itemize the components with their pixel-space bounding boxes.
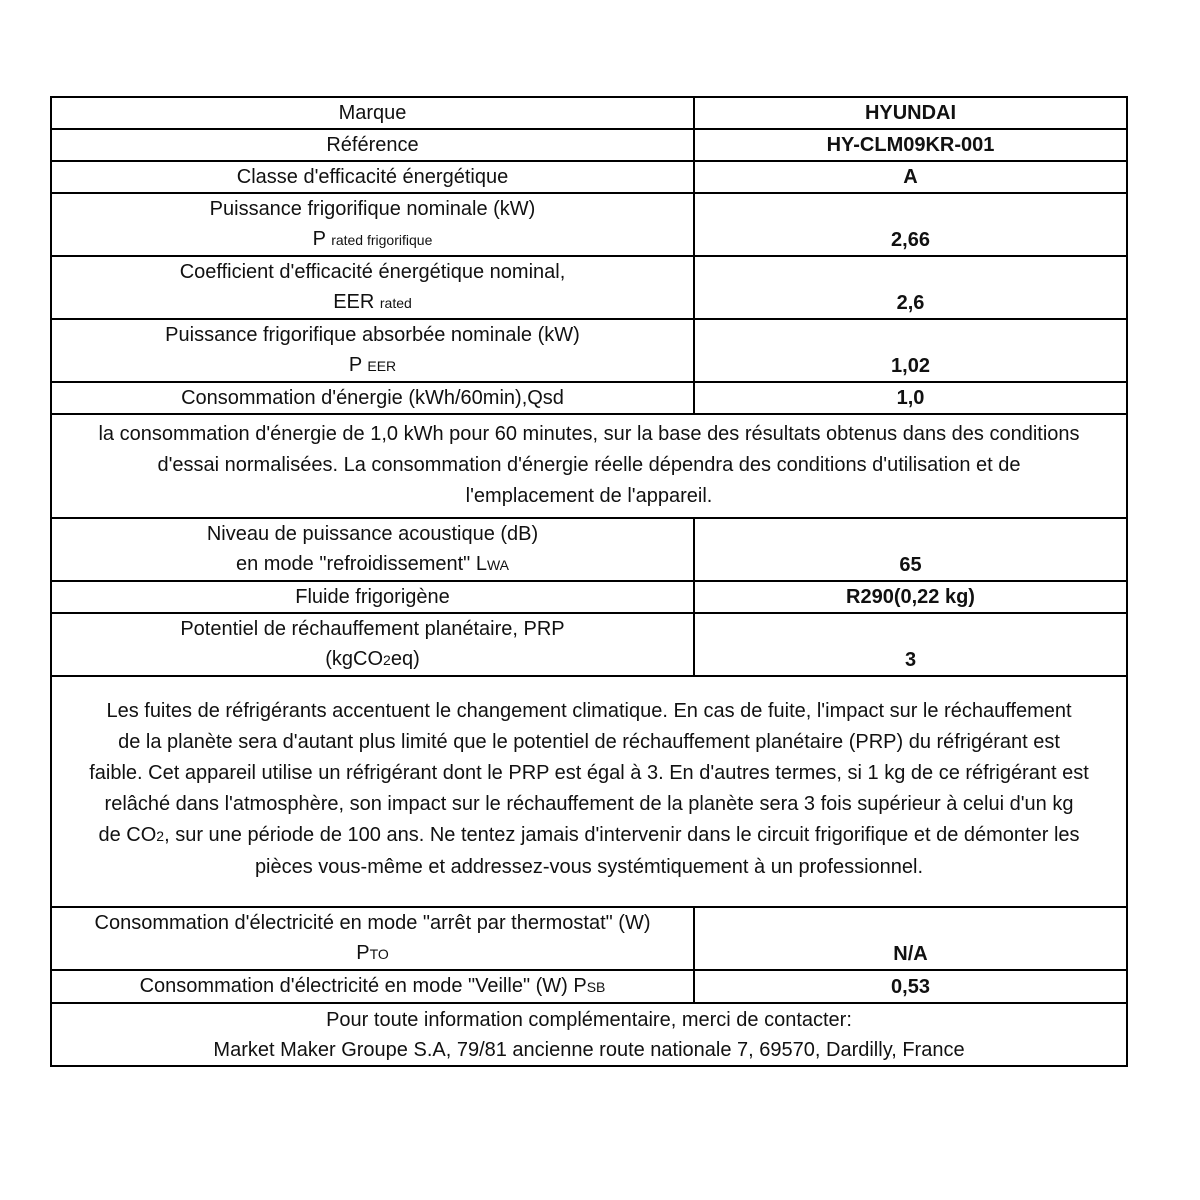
row-cooling-power xyxy=(52,193,1126,256)
sound-power-mode-text: en mode "refroidissement" L xyxy=(235,553,487,575)
absorbed-power-label: Puissance frigorifique absorbée nominale (kW) xyxy=(165,324,580,346)
leak-note xyxy=(52,676,1126,907)
leak-note-line: de la planète sera d'autant plus limité que le potentiel de réchauffement planétaire (PRP) du réfrigérant est xyxy=(118,731,1060,753)
absorbed-power-symbol-sub: EER xyxy=(367,358,397,374)
spec-table xyxy=(52,98,1126,1065)
thermostat-off-label-cell xyxy=(52,907,694,970)
eer-symbol-sub: rated xyxy=(379,295,412,311)
gwp-value: 3 xyxy=(694,613,1126,676)
consumption-note-line: d'essai normalisées. La consommation d'énergie réelle dépendra des conditions d'utilisation et de xyxy=(157,454,1021,476)
consumption-note xyxy=(52,414,1126,518)
row-consumption-note xyxy=(52,414,1126,518)
consumption-value: 1,0 xyxy=(694,382,1126,414)
leak-note-line xyxy=(56,820,1122,852)
absorbed-power-symbol xyxy=(58,350,687,381)
absorbed-power-symbol-main: P xyxy=(348,354,362,376)
row-contact xyxy=(52,1003,1126,1065)
reference-value: HY-CLM09KR-001 xyxy=(694,129,1126,161)
contact-intro: Pour toute information complémentaire, merci de contacter: xyxy=(326,1008,852,1031)
refrigerant-label: Fluide frigorigène xyxy=(52,581,694,613)
standby-label-sub: SB xyxy=(586,979,606,995)
row-reference xyxy=(52,129,1126,161)
sound-power-value: 65 xyxy=(694,518,1126,581)
row-consumption xyxy=(52,382,1126,414)
eer-symbol xyxy=(58,287,687,318)
eer-label-cell xyxy=(52,256,694,319)
leak-note-line: relâché dans l'atmosphère, son impact sur le réchauffement de la planète sera 3 fois supérieur à celui d'un kg xyxy=(104,793,1074,815)
energy-class-value: A xyxy=(694,161,1126,193)
consumption-note-line: la consommation d'énergie de 1,0 kWh pour 60 minutes, sur la base des résultats obtenus dans des conditions xyxy=(98,423,1080,445)
leak-note-co2-sub: 2 xyxy=(156,828,165,844)
thermostat-off-value: N/A xyxy=(694,907,1126,970)
standby-label: Consommation d'électricité en mode "Veille" (W) P xyxy=(139,975,587,997)
gwp-unit-pre: (kgCO xyxy=(325,648,384,670)
brand-value: HYUNDAI xyxy=(694,98,1126,129)
gwp-label-cell xyxy=(52,613,694,676)
leak-note-line: faible. Cet appareil utilise un réfrigérant dont le PRP est égal à 3. En d'autres termes, si 1 kg de ce réfrigérant est xyxy=(89,762,1089,784)
cooling-power-symbol-main: P xyxy=(312,228,326,250)
row-eer xyxy=(52,256,1126,319)
row-standby xyxy=(52,970,1126,1003)
row-gwp xyxy=(52,613,1126,676)
absorbed-power-value: 1,02 xyxy=(694,319,1126,382)
sound-power-label: Niveau de puissance acoustique (dB) xyxy=(206,523,539,545)
sound-power-mode xyxy=(58,549,687,580)
gwp-unit-post: eq) xyxy=(390,648,420,670)
energy-class-label: Classe d'efficacité énergétique xyxy=(52,161,694,193)
eer-label: Coefficient d'efficacité énergétique nominal, xyxy=(179,261,566,283)
row-leak-note xyxy=(52,676,1126,907)
absorbed-power-label-cell xyxy=(52,319,694,382)
product-info-sheet xyxy=(50,96,1128,1067)
thermostat-off-symbol-sub: TO xyxy=(369,946,389,962)
refrigerant-value: R290(0,22 kg) xyxy=(694,581,1126,613)
row-energy-class xyxy=(52,161,1126,193)
leak-note-co2-post: , sur une période de 100 ans. Ne tentez jamais d'intervenir dans le circuit frigorifique et de démonter les xyxy=(164,824,1080,846)
brand-label: Marque xyxy=(52,98,694,129)
contact-address: Market Maker Groupe S.A, 79/81 ancienne route nationale 7, 69570, Dardilly, France xyxy=(213,1038,965,1061)
eer-symbol-main: EER xyxy=(333,291,375,313)
cooling-power-label-cell xyxy=(52,193,694,256)
row-brand xyxy=(52,98,1126,129)
contact-cell xyxy=(52,1003,1126,1065)
sound-power-mode-sub: WA xyxy=(486,557,510,573)
leak-note-co2-pre: de CO xyxy=(98,824,157,846)
cooling-power-symbol-sub: rated frigorifique xyxy=(331,232,433,248)
gwp-unit xyxy=(58,644,687,675)
thermostat-off-symbol xyxy=(58,938,687,969)
sound-power-label-cell xyxy=(52,518,694,581)
thermostat-off-label: Consommation d'électricité en mode "arrêt par thermostat" (W) xyxy=(94,912,651,934)
row-sound-power xyxy=(52,518,1126,581)
cooling-power-label: Puissance frigorifique nominale (kW) xyxy=(209,198,536,220)
leak-note-line: pièces vous-même et addressez-vous systémtiquement à un professionnel. xyxy=(254,856,924,878)
standby-label-cell xyxy=(52,970,694,1003)
cooling-power-value: 2,66 xyxy=(694,193,1126,256)
eer-value: 2,6 xyxy=(694,256,1126,319)
consumption-label: Consommation d'énergie (kWh/60min),Qsd xyxy=(52,382,694,414)
leak-note-line: Les fuites de réfrigérants accentuent le changement climatique. En cas de fuite, l'impact sur le réchauffement xyxy=(106,700,1072,722)
consumption-note-line: l'emplacement de l'appareil. xyxy=(465,485,713,507)
gwp-unit-sub: 2 xyxy=(383,652,391,668)
standby-value: 0,53 xyxy=(694,970,1126,1003)
reference-label: Référence xyxy=(52,129,694,161)
thermostat-off-symbol-main: P xyxy=(356,942,370,964)
row-refrigerant xyxy=(52,581,1126,613)
row-absorbed-power xyxy=(52,319,1126,382)
cooling-power-symbol xyxy=(58,224,687,255)
row-thermostat-off xyxy=(52,907,1126,970)
gwp-label: Potentiel de réchauffement planétaire, PRP xyxy=(180,618,565,640)
